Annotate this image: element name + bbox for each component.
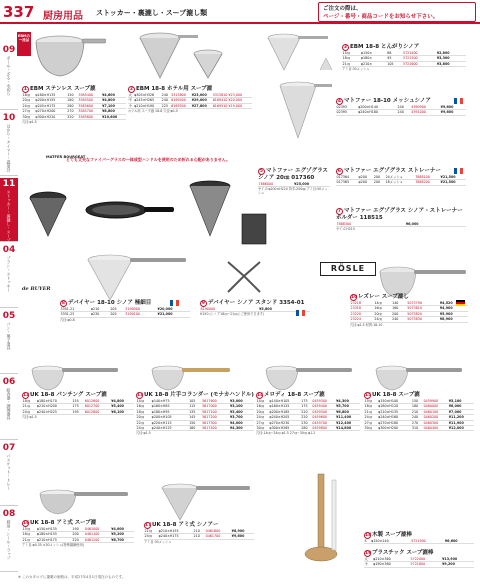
roesle-logo: RÖSLE <box>320 262 376 276</box>
product-block-9 <box>200 300 310 316</box>
sidebar-label: パン・菓子道具 <box>6 322 12 350</box>
table-row: 24㎝ φ240×H160 240 0460200 ¥11,200 <box>364 415 474 420</box>
product-note: アミ目:φ0.35 ×30メッシュ(特殊織網使用) <box>22 543 84 548</box>
product-block-2 <box>128 86 252 113</box>
product-block-8 <box>60 300 190 322</box>
product-note: ホテル用 スープ漉 18-8 穴径:φ1.5 <box>128 109 178 114</box>
footer-note: ※ このカタログに掲載の価格は、平成27年4月1日現在のものです。 <box>18 575 126 579</box>
uk-strainer-photo <box>372 362 472 392</box>
matfer-logo: MATFER BOURGEAT <box>46 155 86 159</box>
spec-table <box>22 93 126 120</box>
sidebar-number: 09 <box>2 45 16 55</box>
holder-photo <box>240 210 268 250</box>
france-flag-icon <box>170 300 179 306</box>
debuyer-chinois-photo <box>80 252 190 304</box>
ebm-badge: EBMの一流品 <box>17 32 31 56</box>
sidebar-number: 07 <box>2 443 16 453</box>
table-row: 21㎝ φ210×H175 220 0461200 ¥6,700 <box>22 537 134 542</box>
sidebar-number: 04 <box>2 245 16 255</box>
table-row: 24㎝ φ240×H205 220 0459600 ¥11,400 <box>256 415 360 420</box>
table-row: 18㎝ φ180×H120 180 0460000 ¥6,000 <box>364 404 474 409</box>
spec-table <box>350 301 468 323</box>
table-row: 20㎝ φ200×H105 145 5617200 ¥3,700 <box>136 415 254 420</box>
table-row: 23224 24㎝ 240 5073830 ¥8,900 <box>350 317 468 322</box>
spec-table <box>22 399 134 415</box>
sidebar-item-04[interactable] <box>0 244 18 308</box>
product-title: 13UK 18-8 片手コランダー (モナカハンドル) <box>137 392 254 398</box>
product-note: サイズ:H215 <box>336 227 355 232</box>
table-row: 小 φ190×360 5721800 ¥9,200 <box>364 562 474 567</box>
product-title: 17UK 18-8 アミ式 シノアー <box>145 522 219 528</box>
table-row: 22㎝ φ220×H115 150 5617300 ¥4,000 <box>136 420 254 425</box>
product-title: 5 マトファー エグゾグラス シノア 20㎝ 017360 <box>258 168 328 181</box>
table-row: 3351-23 φ230 205 3190100 ¥21,000 <box>60 312 190 317</box>
product-note: 穴径:φ1.5 材質:18-10 <box>350 322 383 327</box>
product-block-4 <box>336 98 466 116</box>
table-row: 18㎝ φ180×H170 155 6012600 ¥4,800 <box>22 399 134 404</box>
product-block-1 <box>22 86 126 124</box>
product-note: 穴径:14㎝~24㎝ φ1.5 27㎝~30㎝ φ1.2 <box>256 431 316 436</box>
product-block-3 <box>342 44 466 71</box>
mesh-chinois-photo <box>262 78 334 148</box>
table-row: 16㎝ φ160×H125 175 0459400 ¥5,700 <box>256 404 360 409</box>
spec-table <box>364 399 474 431</box>
spec-table <box>128 93 252 109</box>
order-notice <box>318 2 476 22</box>
product-note: アミ目:30メッシュ <box>342 67 370 72</box>
product-block-13 <box>136 392 254 435</box>
spec-table <box>336 175 466 186</box>
table-row: 23218 14㎝ 140 5073790 ¥4,520 <box>350 301 468 306</box>
product-note: 穴径:φ0.8 <box>60 317 75 322</box>
france-flag-icon <box>454 168 463 174</box>
ebm-strainer-photo <box>34 28 106 80</box>
table-row: 20㎝ φ200×H165 220 0459500 ¥6,800 <box>256 409 360 414</box>
product-title: 12UK 18-8 パンチング スープ漉 <box>23 392 107 398</box>
sidebar-label: 給食器・調理器具 <box>6 388 12 420</box>
product-title: 19プラスチック スープ漉棒 <box>365 550 434 556</box>
punching-strainer-photo <box>28 362 128 392</box>
table-row: 21㎝ φ210×H155 210 0461600 ¥8,900 <box>144 529 254 534</box>
table-row: 24㎝ φ245×H175 260 3585600 ¥7,100 <box>22 103 126 108</box>
product-title: 3 EBM 18-8 とんがりシノア <box>343 44 420 50</box>
pestle-photo <box>296 470 346 570</box>
sidebar-item-06[interactable] <box>0 376 18 440</box>
product-block-6 <box>336 168 466 186</box>
table-row: 18㎝ φ180×H135 150 3585400 ¥4,600 <box>22 93 126 98</box>
category-title: 厨房用品 <box>43 11 83 22</box>
product-title: 7 マトファー エグゾグラス シノア・ストレーナーホルダー 118515 <box>336 208 463 221</box>
exoglass-strainers-photo <box>26 180 176 242</box>
sidebar-number: 10 <box>2 113 16 123</box>
table-row: 18㎝ φ180×H155 200 0461100 ¥5,200 <box>22 532 134 537</box>
table-row: 8190000 ¥5,800 <box>200 307 310 312</box>
table-row: 24㎝ φ240×H175 210 0461700 ¥9,600 <box>144 534 254 539</box>
table-row: 18㎝ φ180× 95 5721500 ¥3,300 <box>342 56 466 61</box>
table-row: 24㎝ φ240×H225 195 6012800 ¥6,100 <box>22 409 134 414</box>
hotel-strainer-photo <box>136 28 226 82</box>
product-title: 14メロディ 18-8 スープ漉 <box>257 392 325 398</box>
table-row: 23220 20㎝ 200 5073820 ¥5,900 <box>350 311 468 316</box>
table-row: 16㎝ φ160×H85 115 5617000 ¥3,100 <box>136 404 254 409</box>
product-block-16 <box>22 520 134 547</box>
table-row: 18㎝ φ180×H95 135 5617100 ¥3,400 <box>136 409 254 414</box>
table-row: 21㎝ φ210×H135 210 0460100 ¥7,000 <box>364 409 474 414</box>
category-subtitle: ストッカー・裏漉し・スープ漉し類 <box>96 9 208 17</box>
table-row: 14㎝ φ140×H75 105 5617600 ¥3,000 <box>136 399 254 404</box>
melody-strainer-photo <box>262 362 358 392</box>
table-row: 大 φ210×360 5722000 ¥13,900 <box>364 557 474 562</box>
product-block-7 <box>336 208 466 231</box>
sidebar-label: はかり・タイマー・温度計 <box>6 124 12 172</box>
pointed-chinois-photo <box>262 30 342 74</box>
product-title: 2 EBM 18-8 ホテル用 スープ漉 <box>129 86 213 92</box>
table-row: 小 φ210×H190 225 6169500 ¥27,800 6169510 ¥19,000 <box>128 103 252 108</box>
table-row: 15㎝ φ150×H135 190 0461000 ¥4,600 <box>22 527 134 532</box>
table-row: S φ150×240 5721900 ¥6,600 <box>364 539 474 544</box>
table-row: 27㎝ φ270×H230 230 0459700 ¥12,400 <box>256 420 360 425</box>
sidebar-number: 11 <box>2 179 16 189</box>
table-row: 7888300 ¥6,000 <box>336 222 466 227</box>
table-row: 30㎝ φ300×H220 320 3585800 ¥10,600 <box>22 114 126 119</box>
product-block-14 <box>256 392 360 435</box>
sidebar-label: ボール・ざる・水切り <box>6 56 12 96</box>
matfer-feature-note: とても丈夫なファイバーグラスの一体成型ハンドルを使用のため折れる心配がありません。 <box>66 157 230 162</box>
product-title: 6 マトファー エグゾグラス ストレーナー <box>337 168 441 174</box>
sidebar-label: ブラシ・ストッキー <box>6 256 12 292</box>
product-title: 9 デバイヤー シノア スタンド 3354-01 <box>201 300 305 306</box>
table-row: 14㎝ φ140×H105 175 0459300 ¥4,300 <box>256 399 360 404</box>
table-row: 017364 φ200 200 24メッシュ 7888100 ¥21,500 <box>336 175 466 180</box>
debuyer-logo: de BUYER <box>22 286 51 292</box>
table-row: 中 φ245×H265 240 6169400 ¥29,000 6169410 ¥20,000 <box>128 98 252 103</box>
product-note: 穴径:φ1.5 <box>22 120 37 125</box>
product-title: 4 マトファー 18-10 メッシュシノア <box>337 98 431 104</box>
spec-table <box>364 539 474 544</box>
mesh-chinois-uk-photo <box>156 482 256 522</box>
spec-table <box>60 307 190 318</box>
table-row: 02395 φ240×H180 240 4391000 ¥9,600 <box>336 110 466 115</box>
spec-table <box>256 399 360 431</box>
table-row: 大 φ305×H326 240 5315800 ¥23,000 5315810 ¥23,000 <box>128 93 252 98</box>
sidebar-number: 05 <box>2 311 16 321</box>
product-block-19 <box>364 550 474 568</box>
spec-table <box>136 399 254 431</box>
sidebar-item-09[interactable] <box>0 44 18 110</box>
colander-photo <box>148 362 238 392</box>
table-row: 7888000 ¥25,000 <box>258 182 330 187</box>
stand-photo <box>222 254 266 298</box>
product-note: サイズ:φ200×H220 持手:200㎜ アミ目:50メッシュ <box>258 187 328 196</box>
sidebar-item-05[interactable] <box>0 310 18 374</box>
sidebar-item-07[interactable] <box>0 442 18 506</box>
spec-table <box>336 105 466 116</box>
spec-table <box>22 527 134 543</box>
sidebar-label: バスケット・トレー <box>6 454 12 490</box>
table-row: 30㎝ φ300×H265 280 0459800 ¥14,800 <box>256 426 360 431</box>
spec-table <box>364 557 474 568</box>
order-notice-line1: ご注文の際は、 <box>323 6 362 12</box>
product-block-12 <box>22 392 134 419</box>
product-note: H150 (シノア18㎝~21㎝にご使用できます) <box>200 312 265 317</box>
product-block-5 <box>258 168 330 195</box>
table-row: 21㎝ φ210× 105 5721600 ¥3,800 <box>342 61 466 66</box>
table-row: 21㎝ φ210×H200 175 6012700 ¥5,400 <box>22 404 134 409</box>
table-row: 20㎝ φ200×H155 180 3585500 ¥4,800 <box>22 98 126 103</box>
table-row: 02393 φ200×H140 240 4390900 ¥9,600 <box>336 105 466 110</box>
france-flag-icon <box>296 310 305 316</box>
mesh-strainer-photo <box>36 486 136 516</box>
table-row: 15㎝ φ150× 88 5721400 ¥2,800 <box>342 51 466 56</box>
order-notice-line2: ページ・番号・商品コードをお知らせ下さい。 <box>323 14 439 20</box>
product-title: 15UK 18-8 スープ漉 <box>365 392 420 398</box>
table-row: 3351-21 φ210 205 3190000 ¥20,000 <box>60 307 190 312</box>
sidebar-label: 厨房・シール・ラップ <box>6 520 12 560</box>
product-block-18 <box>364 532 474 544</box>
product-block-17 <box>144 522 254 544</box>
spec-table <box>144 529 254 540</box>
product-note: 穴径:φ1.5 <box>22 415 37 420</box>
table-row: 017365 φ200 200 18メッシュ 7888200 ¥21,500 <box>336 180 466 185</box>
sidebar-label: ストッカー・裏漉し・スープ漉し <box>6 190 12 250</box>
product-title: 16UK 18-8 アミ式 スープ漉 <box>23 520 97 526</box>
table-row: 24㎝ φ240×H125 160 5617400 ¥4,300 <box>136 426 254 431</box>
sidebar-number: 06 <box>2 377 16 387</box>
product-note: アミ目:30メッシュ <box>144 539 172 544</box>
spec-table <box>342 51 466 67</box>
table-row: 15㎝ φ150×H100 150 0459900 ¥5,100 <box>364 399 474 404</box>
table-row: 27㎝ φ270×H180 270 0460300 ¥11,900 <box>364 420 474 425</box>
page-number: 337 <box>3 3 35 21</box>
product-title: 18木製 スープ漉棒 <box>365 532 412 538</box>
table-row: 23318 16㎝ 160 5073810 ¥4,900 <box>350 306 468 311</box>
germany-flag-icon <box>456 300 465 306</box>
table-row: 30㎝ φ300×H200 310 0460400 ¥12,000 <box>364 426 474 431</box>
exoglass-chinois-photo <box>180 176 240 246</box>
product-title: 10レズレー スープ漉し <box>351 294 409 300</box>
product-title: 1 EBM ステンレス スープ漉 <box>23 86 96 92</box>
sidebar-number: 08 <box>2 509 16 519</box>
page-header <box>0 0 480 24</box>
product-note: 穴径:φ1.5 <box>136 431 151 436</box>
sidebar-item-10[interactable] <box>0 112 18 176</box>
product-title: 8 デバイヤー 18-10 シノア 極細目 <box>61 300 152 306</box>
table-row: 27㎝ φ270×H200 270 3585700 ¥8,800 <box>22 109 126 114</box>
sidebar-item-08[interactable] <box>0 508 18 572</box>
product-block-10 <box>350 294 468 327</box>
france-flag-icon <box>454 98 463 104</box>
product-block-15 <box>364 392 474 431</box>
